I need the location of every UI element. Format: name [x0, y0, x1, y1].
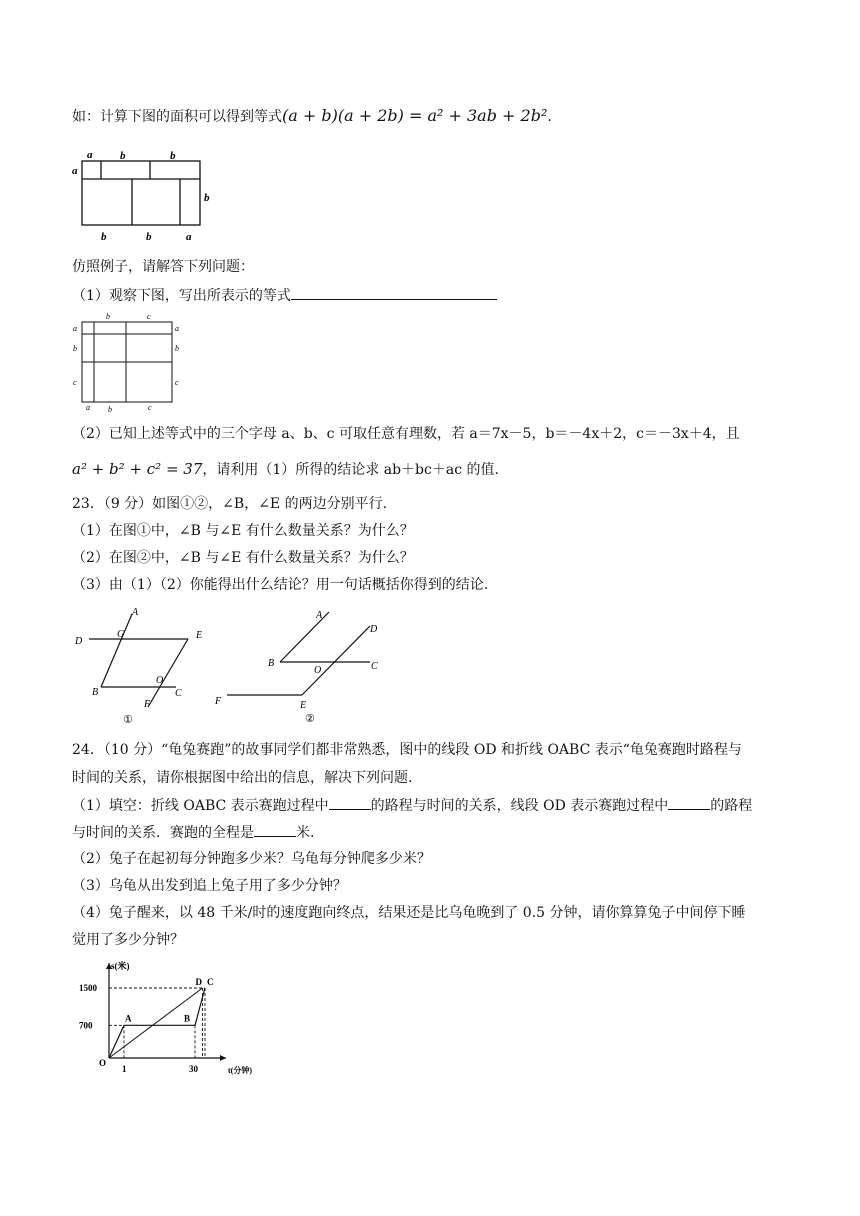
q24-part4-line2: 觉用了多少分钟？ [72, 932, 184, 948]
q23-part2: （2）在图②中，∠B 与∠E 有什么数量关系？为什么？ [72, 550, 414, 566]
fig1-top-b2: b [170, 150, 176, 162]
svg-text:b: b [73, 344, 77, 353]
svg-text:D: D [75, 636, 83, 647]
fig1-top-b1: b [120, 150, 126, 162]
q24-line2: 时间的关系，请你根据图中给出的信息，解决下列问题. [72, 770, 413, 786]
y-tick-label: 1500 [79, 983, 97, 993]
point-label-d: D [195, 977, 202, 987]
answer-blank[interactable] [329, 795, 371, 810]
q23-title: 23．（9 分）如图①②，∠B，∠E 的两边分别平行. [72, 496, 388, 512]
q24-part1-line1: （1）填空：折线 OABC 表示赛跑过程中 的路程与时间的关系，线段 OD 表示赛跑过程中 的路程 [72, 795, 752, 816]
svg-text:F: F [215, 696, 222, 707]
fig1-bottom-b2: b [146, 231, 152, 243]
svg-text:A: A [316, 610, 323, 621]
svg-text:b: b [106, 312, 110, 321]
q22-part2-line1: （2）已知上述等式中的三个字母 a、b、c 可取任意有理数，若 a＝7x－5，b＝－4x＋2，c＝－3x＋4，且 [72, 426, 740, 442]
svg-text:G: G [117, 629, 125, 640]
q22-part2-line2: a² + b² + c² = 37，请利用（1）所得的结论求 ab＋bc＋ac 的值. [72, 460, 499, 478]
q24-part1-line2: 与时间的关系．赛跑的全程是 米. [72, 822, 314, 843]
svg-text:C: C [175, 688, 182, 699]
x-axis-arrow [220, 1055, 226, 1061]
svg-text:a: a [175, 324, 179, 333]
imitate-line: 仿照例子，请解答下列问题： [72, 259, 254, 275]
y-axis-label: s(米) [111, 961, 130, 971]
svg-text:E: E [196, 630, 203, 641]
svg-text:②: ② [305, 713, 315, 725]
x-tick-label: 1 [122, 1064, 127, 1074]
svg-text:c: c [148, 403, 152, 412]
y-tick-label: 700 [79, 1020, 93, 1031]
area-figure-2 [68, 310, 188, 414]
x-axis-label: t(分钟) [228, 1066, 252, 1075]
svg-text:B: B [92, 687, 99, 698]
answer-blank[interactable] [254, 822, 296, 837]
q22-part1: （1）观察下图，写出所表示的等式 [72, 285, 497, 306]
svg-text:c: c [147, 312, 151, 321]
svg-text:c: c [175, 378, 179, 387]
fig1-bottom-b1: b [101, 231, 107, 243]
svg-text:a: a [86, 403, 90, 412]
fig1-bottom-a: a [186, 231, 192, 243]
area-figure-1 [68, 146, 218, 246]
intro-formula: (a + b)(a + 2b) = a² + 3ab + 2b² [282, 106, 548, 125]
q24-part2: （2）兔子在起初每分钟跑多少米？乌龟每分钟爬多少米？ [72, 851, 431, 867]
svg-text:B: B [268, 658, 275, 669]
x-tick-label: 30 [189, 1064, 198, 1074]
svg-text:C: C [371, 661, 378, 672]
point-label-a: A [125, 1013, 132, 1024]
svg-text:b: b [108, 405, 112, 414]
fig1-right-b: b [204, 192, 210, 204]
q23-part1: （1）在图①中，∠B 与∠E 有什么数量关系？为什么？ [72, 523, 414, 539]
svg-text:O: O [156, 675, 164, 686]
svg-text:F: F [144, 699, 151, 710]
svg-text:b: b [175, 344, 179, 353]
distance-time-chart [68, 955, 268, 1079]
answer-blank[interactable] [291, 285, 497, 300]
point-label-b: B [184, 1013, 191, 1024]
svg-text:①: ① [123, 714, 133, 726]
intro-line: 如：计算下图的面积可以得到等式(a + b)(a + 2b) = a² + 3ab + 2b². [72, 106, 552, 125]
fig1-left-a: a [72, 165, 78, 177]
intro-text: 如：计算下图的面积可以得到等式 [72, 109, 282, 125]
svg-text:c: c [73, 378, 77, 387]
svg-text:E: E [300, 700, 307, 711]
q23-part3: （3）由（1）（2）你能得出什么结论？用一句话概括你得到的结论. [72, 577, 489, 593]
q24-part4-line1: （4）兔子醒来，以 48 千米/时的速度跑向终点，结果还是比乌龟晚到了 0.5 分钟，请你算算兔子中间停下睡 [72, 905, 746, 921]
origin-label: O [99, 1058, 107, 1068]
parallel-figure-2 [210, 604, 400, 726]
point-label-c: C [207, 977, 214, 987]
svg-text:A: A [132, 607, 139, 618]
fig1-top-a: a [87, 149, 93, 161]
svg-text:O: O [314, 665, 322, 676]
parallel-figure-1 [68, 604, 218, 726]
svg-text:D: D [370, 624, 378, 635]
q24-line1: 24．（10 分）“龟兔赛跑”的故事同学们都非常熟悉，图中的线段 OD 和折线 OABC 表示“龟兔赛跑时路程与 [72, 742, 742, 758]
q24-part3: （3）乌龟从出发到追上兔子用了多少分钟？ [72, 878, 347, 894]
answer-blank[interactable] [668, 795, 710, 810]
svg-text:a: a [73, 324, 77, 333]
